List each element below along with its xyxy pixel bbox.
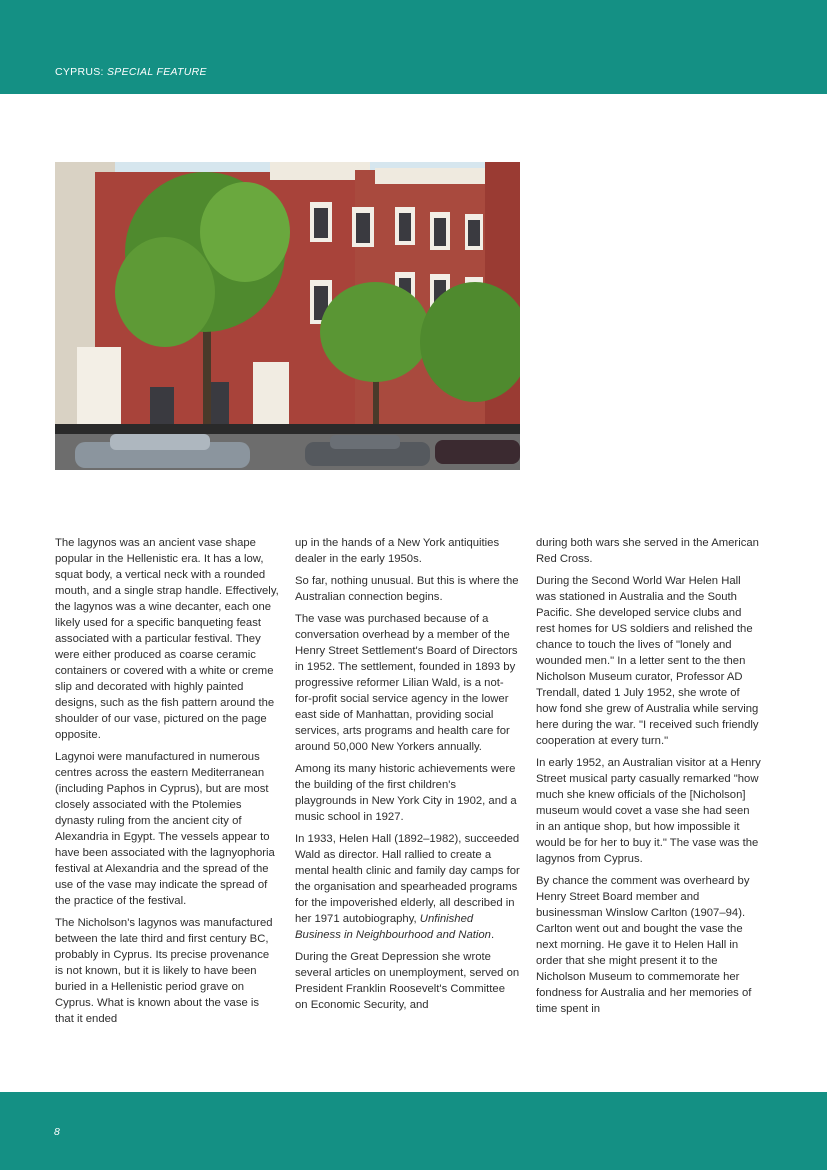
paragraph-text: In 1933, Helen Hall (1892–1982), succeeded Wald as director. Hall rallied to create a mental health clinic and family day camps for the organisation and spearheaded programs for the impoverished elderly, all described in her 1971 autobiography, (295, 833, 520, 925)
paragraph: During the Great Depression she wrote several articles on unemployment, served on President Franklin Roosevelt's Committee on Economic Security, and (295, 951, 520, 1011)
page-number: 8 (54, 1126, 60, 1138)
article-column-2 (295, 535, 520, 1019)
cornice-2 (375, 168, 495, 184)
section-label (55, 66, 207, 78)
paragraph: Among its many historic achievements were the building of the first children's playgrounds in New York City in 1902, and a music school in 1927. (295, 763, 517, 823)
paragraph: up in the hands of a New York antiquities dealer in the early 1950s. (295, 537, 500, 565)
feature-photo (55, 162, 520, 470)
brownstone-photo (55, 162, 520, 470)
paragraph: The vase was purchased because of a conversation overhead by a member of the Henry Street Settlement's Board of Directors in 1952. The settlement, founded in 1893 by progressive reformer Lilian Wald, is a not-for-profit social service agency in the lower east side of Manhattan, providing social services, arts programs and health care for around 50,000 New Yorkers annually. (295, 613, 518, 753)
article-column-3 (536, 535, 761, 1023)
iron-fence (55, 424, 520, 434)
paragraph-end: . (490, 929, 495, 941)
paragraph: The Nicholson's lagynos was manufactured between the late third and first century BC, probably in Cyprus. Its precise provenance is not known, but it is likely to have been buried in a Hellenistic period grave on Cyprus. What is known about the vase is that it ended (55, 917, 273, 1025)
article-column-1 (55, 535, 280, 1033)
doorway-center (253, 362, 289, 432)
section-title: SPECIAL FEATURE (107, 66, 207, 78)
paragraph: Lagynoi were manufactured in numerous centres across the eastern Mediterranean (including Paphos in Cyprus), but are most closely associated with the Ptolemies dynasty ruling from the ancient city of Alexandria in Egypt. The vessels appear to have been associated with the lagnyophoria festival at Alexandria and the spread of the use of the vase may indicate the spread of the practice of the festival. (55, 751, 275, 907)
header-band (0, 0, 827, 94)
section-prefix: CYPRUS: (55, 66, 107, 78)
paragraph (295, 831, 520, 943)
book-title: Unfinished Business in Neighbourhood and Nation (295, 913, 491, 941)
footer-band (0, 1092, 827, 1170)
doorway-left (77, 347, 121, 432)
paragraph: So far, nothing unusual. But this is where the Australian connection begins. (295, 575, 519, 603)
paragraph: During the Second World War Helen Hall was stationed in Australia and the South Pacific. She developed service clubs and rest homes for US soldiers and relished the chance to touch the lives of "lonely and wounded men." In a letter sent to the then Nicholson Museum curator, Professor AD Trendall, dated 1 July 1952, she wrote of how fond she grew of Australia while serving here during the war. "I received such friendly cooperation at every turn." (536, 575, 759, 747)
paragraph: during both wars she served in the American Red Cross. (536, 537, 759, 565)
paragraph: The lagynos was an ancient vase shape popular in the Hellenistic era. It has a low, squat body, a vertical neck with a rounded mouth, and a single strap handle. Effectively, the lagynos was a wine decanter, each one likely used for a specific banqueting feast associated with a particular festival. They were either produced as coarse ceramic containers or covered with a white or creme slip and decorated with highly painted designs, such as the fish pattern around the shoulder of our vase, pictured on the page opposite. (55, 537, 279, 741)
paragraph: By chance the comment was overheard by Henry Street Board member and businessman Winslow Carlton (1907–94). Carlton went out and bought the vase the next morning. He gave it to Helen Hall in order that she might present it to the Nicholson Museum to commemorate her fondness for Australia and her memories of time spent in (536, 875, 752, 1015)
paragraph: In early 1952, an Australian visitor at a Henry Street musical party casually remarked "how much she knew officials of the [Nicholson] museum would covet a vase she had seen in an antique shop, but how impossible it would be for her to buy it." The vase was the lagynos from Cyprus. (536, 757, 761, 865)
